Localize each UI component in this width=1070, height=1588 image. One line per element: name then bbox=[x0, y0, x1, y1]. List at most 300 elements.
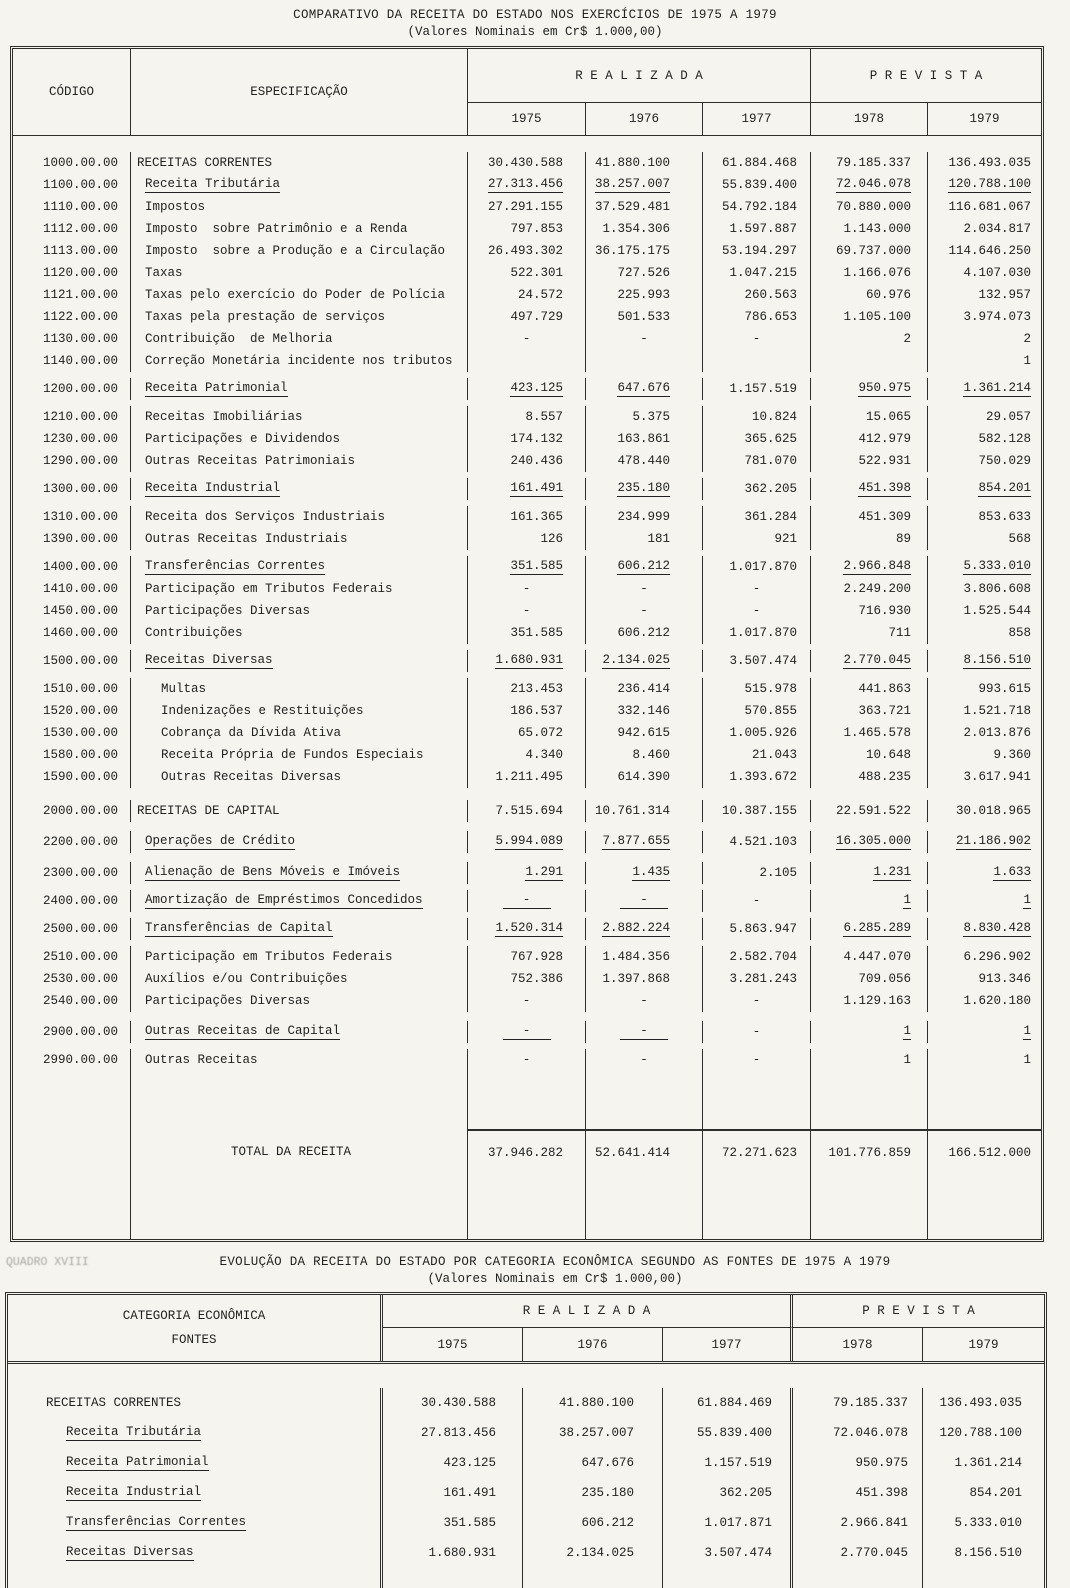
cell-label bbox=[131, 831, 468, 853]
table1-year-row bbox=[468, 103, 1041, 136]
cell-label bbox=[131, 218, 468, 240]
cell-value bbox=[811, 831, 928, 853]
row-label-text: Receita Própria de Fundos Especiais bbox=[161, 748, 424, 762]
value-text: 451.309 bbox=[858, 510, 911, 524]
value-text: 1.361.214 bbox=[954, 1456, 1022, 1470]
cell-code: 2530.00.00 bbox=[13, 968, 131, 990]
cell-value bbox=[663, 1478, 793, 1508]
cell-value bbox=[383, 1388, 523, 1418]
cell-value bbox=[793, 1478, 923, 1508]
table1-subtitle: (Valores Nominais em Cr$ 1.000,00) bbox=[407, 25, 663, 39]
cell-label bbox=[131, 622, 468, 644]
header-prevista: P R E V I S T A bbox=[811, 49, 1041, 103]
cell-value bbox=[793, 1508, 923, 1538]
row-label-text: Indenizações e Restituições bbox=[161, 704, 364, 718]
value-text: 854.201 bbox=[978, 481, 1031, 495]
cell-value bbox=[586, 196, 703, 218]
value-text: 16.305.000 bbox=[835, 834, 911, 848]
cell-label bbox=[131, 240, 468, 262]
cell-value bbox=[811, 1129, 928, 1167]
value-text: 163.861 bbox=[617, 432, 670, 446]
cell-value bbox=[928, 378, 1041, 400]
cell-code: 2500.00.00 bbox=[13, 918, 131, 940]
cell-value bbox=[468, 478, 586, 500]
value-text: - bbox=[640, 604, 648, 618]
cell-code: 1300.00.00 bbox=[13, 478, 131, 500]
cell-value bbox=[928, 862, 1041, 884]
value-text: 7.877.655 bbox=[602, 834, 670, 848]
cell-value bbox=[811, 378, 928, 400]
cell-value bbox=[811, 766, 928, 788]
cell-label bbox=[131, 990, 468, 1012]
value-text: - bbox=[640, 994, 648, 1008]
value-text: 79.185.337 bbox=[832, 1396, 908, 1410]
cell-value bbox=[663, 1388, 793, 1418]
cell-value bbox=[811, 450, 928, 472]
cell-value bbox=[811, 1071, 928, 1129]
cell-value bbox=[586, 506, 703, 528]
cell-label bbox=[131, 1049, 468, 1071]
cell-value bbox=[468, 350, 586, 372]
row-label-text: Taxas bbox=[145, 266, 183, 280]
cell-value bbox=[468, 196, 586, 218]
cell-value bbox=[928, 428, 1041, 450]
cell-value bbox=[586, 528, 703, 550]
cell-value bbox=[468, 800, 586, 822]
cell-value bbox=[703, 528, 811, 550]
value-text: 30.018.965 bbox=[955, 804, 1031, 818]
value-text: 79.185.337 bbox=[835, 156, 911, 170]
cell-label bbox=[8, 1418, 383, 1448]
value-text: 1.017.870 bbox=[729, 560, 797, 574]
value-text: 1.521.718 bbox=[963, 704, 1031, 718]
cell-value bbox=[928, 968, 1041, 990]
cell-value bbox=[703, 1071, 811, 1129]
cell-value bbox=[586, 406, 703, 428]
cell-code: 1121.00.00 bbox=[13, 284, 131, 306]
cell-value bbox=[811, 506, 928, 528]
value-text: 3.507.474 bbox=[729, 654, 797, 668]
value-text: 8.156.510 bbox=[954, 1546, 1022, 1560]
table-row bbox=[13, 890, 1041, 912]
cell-value bbox=[586, 306, 703, 328]
cell-value bbox=[523, 1508, 663, 1538]
value-text: 478.440 bbox=[617, 454, 670, 468]
cell-value bbox=[523, 1478, 663, 1508]
value-text: 3.806.608 bbox=[963, 582, 1031, 596]
value-text: 1.211.495 bbox=[495, 770, 563, 784]
value-text: 120.788.100 bbox=[948, 177, 1031, 191]
value-text: 65.072 bbox=[517, 726, 563, 740]
value-text: 1.484.356 bbox=[602, 950, 670, 964]
cell-value bbox=[468, 378, 586, 400]
cell-value bbox=[928, 1129, 1041, 1167]
cell-value bbox=[468, 918, 586, 940]
value-text: 1.525.544 bbox=[963, 604, 1031, 618]
value-text: 260.563 bbox=[744, 288, 797, 302]
value-text: 606.212 bbox=[617, 559, 670, 573]
value-text: 1.354.306 bbox=[602, 222, 670, 236]
value-text: 647.676 bbox=[617, 381, 670, 395]
value-text: - bbox=[752, 1025, 761, 1039]
cell-value bbox=[703, 378, 811, 400]
cell-value bbox=[523, 1448, 663, 1478]
cell-value bbox=[811, 262, 928, 284]
cell-value bbox=[928, 622, 1041, 644]
value-text: 709.056 bbox=[858, 972, 911, 986]
cell-value bbox=[586, 800, 703, 822]
cell-label bbox=[131, 600, 468, 622]
value-text: 70.880.000 bbox=[835, 200, 911, 214]
cell-value bbox=[586, 918, 703, 940]
value-text: 1 bbox=[903, 893, 911, 907]
cell-value bbox=[468, 306, 586, 328]
cell-value bbox=[928, 800, 1041, 822]
cell-value bbox=[586, 556, 703, 578]
cell-value bbox=[928, 578, 1041, 600]
row-label-text: Transferências Correntes bbox=[66, 1515, 247, 1529]
table-row bbox=[13, 528, 1041, 550]
value-text: 351.585 bbox=[443, 1516, 496, 1530]
cell-value bbox=[586, 328, 703, 350]
cell-code: 1200.00.00 bbox=[13, 378, 131, 400]
cell-value bbox=[586, 600, 703, 622]
header-year-1977: 1977 bbox=[703, 103, 811, 135]
header-year-1978: 1978 bbox=[811, 103, 928, 135]
cell-label bbox=[131, 284, 468, 306]
cell-value bbox=[586, 744, 703, 766]
cell-value bbox=[468, 600, 586, 622]
cell-value bbox=[703, 328, 811, 350]
cell-label bbox=[131, 722, 468, 744]
value-text: 1 bbox=[1023, 354, 1031, 368]
value-text: 365.625 bbox=[744, 432, 797, 446]
table2-title: EVOLUÇÃO DA RECEITA DO ESTADO POR CATEGORIA ECONÔMICA SEGUNDO AS FONTES DE 1975 A 1979 bbox=[219, 1255, 891, 1269]
value-text: 120.788.100 bbox=[939, 1426, 1022, 1440]
cell-value bbox=[928, 990, 1041, 1012]
cell-code: 1310.00.00 bbox=[13, 506, 131, 528]
value-text: - bbox=[752, 582, 761, 596]
row-label-text: Outras Receitas de Capital bbox=[145, 1024, 341, 1038]
row-label-text: Multas bbox=[161, 682, 207, 696]
cell-value bbox=[468, 406, 586, 428]
value-text: 10.387.155 bbox=[721, 804, 797, 818]
cell-value bbox=[928, 196, 1041, 218]
row-label-text: Participações Diversas bbox=[145, 994, 311, 1008]
cell-label bbox=[131, 744, 468, 766]
cell-value bbox=[663, 1418, 793, 1448]
cell-value bbox=[928, 306, 1041, 328]
value-text: 1.393.672 bbox=[729, 770, 797, 784]
cell-value bbox=[703, 600, 811, 622]
cell-value bbox=[468, 328, 586, 350]
row-label-text: RECEITAS CORRENTES bbox=[137, 156, 273, 170]
value-text: 186.537 bbox=[510, 704, 563, 718]
value-text: 8.830.428 bbox=[963, 921, 1031, 935]
header-realizada-2: R E A L I Z A D A bbox=[383, 1295, 793, 1328]
cell-value bbox=[928, 1071, 1041, 1129]
cell-value bbox=[586, 578, 703, 600]
cell-code: 2400.00.00 bbox=[13, 890, 131, 912]
value-text: 913.346 bbox=[978, 972, 1031, 986]
value-text: 858 bbox=[1008, 626, 1031, 640]
value-text: 8.460 bbox=[632, 748, 670, 762]
cell-value bbox=[468, 766, 586, 788]
cell-code: 2990.00.00 bbox=[13, 1049, 131, 1071]
table-row bbox=[13, 378, 1041, 400]
cell-value bbox=[703, 1049, 811, 1071]
cell-label bbox=[131, 556, 468, 578]
comparativo-receita-table bbox=[10, 46, 1044, 1242]
row-label-text: Imposto sobre Patrimônio e a Renda bbox=[145, 222, 408, 236]
cell-value bbox=[811, 406, 928, 428]
cell-label bbox=[131, 862, 468, 884]
row-label-text: Auxílios e/ou Contribuições bbox=[145, 972, 348, 986]
cell-value bbox=[928, 152, 1041, 174]
row-label-text: Correção Monetária incidente nos tributos bbox=[145, 354, 453, 368]
value-text: 5.333.010 bbox=[963, 559, 1031, 573]
cell-value bbox=[468, 890, 586, 912]
table-row bbox=[8, 1538, 1044, 1568]
value-text: 161.491 bbox=[443, 1486, 496, 1500]
value-text: 1.520.314 bbox=[495, 921, 563, 935]
value-text: 5.333.010 bbox=[954, 1516, 1022, 1530]
value-text: 37.529.481 bbox=[594, 200, 670, 214]
cell-code: 1290.00.00 bbox=[13, 450, 131, 472]
value-text: 2.134.025 bbox=[566, 1546, 634, 1560]
header2-year-1976: 1976 bbox=[523, 1328, 663, 1361]
table1-header-band bbox=[468, 49, 1041, 103]
cell-value bbox=[928, 350, 1041, 372]
value-text: 116.681.067 bbox=[948, 200, 1031, 214]
cell-value bbox=[586, 1167, 703, 1239]
cell-label bbox=[131, 350, 468, 372]
cell-value bbox=[703, 428, 811, 450]
row-label-text: Contribuições bbox=[145, 626, 243, 640]
cell-value bbox=[523, 1388, 663, 1418]
cell-value bbox=[703, 350, 811, 372]
cell-value bbox=[923, 1418, 1044, 1448]
cell-value bbox=[586, 262, 703, 284]
table-row bbox=[13, 744, 1041, 766]
header2-year-1975: 1975 bbox=[383, 1328, 523, 1361]
cell-label bbox=[8, 1508, 383, 1538]
value-text: 54.792.184 bbox=[721, 200, 797, 214]
cell-label bbox=[131, 196, 468, 218]
table-row bbox=[13, 262, 1041, 284]
cell-value bbox=[928, 556, 1041, 578]
value-text: 1 bbox=[1023, 1053, 1031, 1067]
value-text: 72.046.078 bbox=[835, 177, 911, 191]
cell-value bbox=[586, 478, 703, 500]
value-text: 1.465.578 bbox=[843, 726, 911, 740]
table2-title-block bbox=[0, 1254, 1070, 1287]
cell-value bbox=[468, 650, 586, 672]
cell-value bbox=[811, 556, 928, 578]
row-label-text: Receita dos Serviços Industriais bbox=[145, 510, 386, 524]
table-row bbox=[13, 700, 1041, 722]
cell-code: 1000.00.00 bbox=[13, 152, 131, 174]
cell-value bbox=[793, 1448, 923, 1478]
value-text: 15.065 bbox=[865, 410, 911, 424]
value-text: 7.515.694 bbox=[495, 804, 563, 818]
value-text: - bbox=[752, 1053, 761, 1067]
value-text: 52.641.414 bbox=[594, 1146, 670, 1160]
value-text: 362.205 bbox=[744, 482, 797, 496]
row-label-text: Receita Tributária bbox=[145, 177, 281, 191]
row-label-text: Receita Industrial bbox=[145, 481, 281, 495]
value-text: 5.994.089 bbox=[495, 834, 563, 848]
value-text: 2.034.817 bbox=[963, 222, 1031, 236]
value-text: 235.180 bbox=[581, 1486, 634, 1500]
cell-value bbox=[928, 1049, 1041, 1071]
value-text: - bbox=[522, 994, 531, 1008]
value-text: 161.365 bbox=[510, 510, 563, 524]
cell-code: 1500.00.00 bbox=[13, 650, 131, 672]
cell-value bbox=[586, 1021, 703, 1043]
cell-value bbox=[586, 990, 703, 1012]
value-text: 36.175.175 bbox=[594, 244, 670, 258]
cell-value bbox=[811, 650, 928, 672]
value-text: 1.017.871 bbox=[704, 1516, 772, 1530]
row-label-text: Impostos bbox=[145, 200, 206, 214]
value-text: 234.999 bbox=[617, 510, 670, 524]
cell-value bbox=[383, 1448, 523, 1478]
cell-value bbox=[703, 766, 811, 788]
row-label-text: RECEITAS DE CAPITAL bbox=[137, 804, 280, 818]
table-row bbox=[13, 478, 1041, 500]
cell-value bbox=[586, 218, 703, 240]
value-text: - bbox=[752, 604, 761, 618]
value-text: 26.493.302 bbox=[487, 244, 563, 258]
cell-value bbox=[703, 862, 811, 884]
cell-label bbox=[131, 890, 468, 912]
cell-value bbox=[468, 284, 586, 306]
table-row bbox=[13, 174, 1041, 196]
cell-value bbox=[468, 700, 586, 722]
cell-value bbox=[811, 478, 928, 500]
cell-value bbox=[468, 152, 586, 174]
cell-value bbox=[928, 506, 1041, 528]
cell-value bbox=[928, 450, 1041, 472]
value-text: 9.360 bbox=[993, 748, 1031, 762]
table-row bbox=[13, 1021, 1041, 1043]
cell-value bbox=[811, 918, 928, 940]
value-text: - bbox=[752, 332, 761, 346]
row-label-text: Contribuição de Melhoria bbox=[145, 332, 333, 346]
value-text: 1.291 bbox=[525, 865, 563, 879]
cell-value bbox=[928, 678, 1041, 700]
table-row bbox=[13, 196, 1041, 218]
value-text: 727.526 bbox=[617, 266, 670, 280]
value-text: 41.880.100 bbox=[558, 1396, 634, 1410]
cell-code bbox=[13, 1071, 131, 1129]
cell-label bbox=[131, 918, 468, 940]
cell-label bbox=[8, 1388, 383, 1418]
table-row bbox=[13, 428, 1041, 450]
cell-value bbox=[928, 700, 1041, 722]
value-text: 21.043 bbox=[751, 748, 797, 762]
cell-value bbox=[793, 1538, 923, 1568]
table-row bbox=[13, 506, 1041, 528]
value-text: 2.966.841 bbox=[840, 1516, 908, 1530]
cell-label bbox=[131, 174, 468, 196]
cell-value bbox=[703, 152, 811, 174]
cell-value bbox=[468, 174, 586, 196]
cell-code: 1130.00.00 bbox=[13, 328, 131, 350]
table-row bbox=[13, 968, 1041, 990]
cell-code: 1590.00.00 bbox=[13, 766, 131, 788]
table-row bbox=[8, 1478, 1044, 1508]
cell-value bbox=[923, 1388, 1044, 1418]
cell-value bbox=[703, 650, 811, 672]
cell-label bbox=[131, 678, 468, 700]
cell-value bbox=[586, 1049, 703, 1071]
cell-label bbox=[131, 1129, 468, 1167]
cell-value bbox=[811, 1167, 928, 1239]
value-text: 993.615 bbox=[978, 682, 1031, 696]
cell-value bbox=[468, 968, 586, 990]
cell-value bbox=[586, 284, 703, 306]
value-text: 950.975 bbox=[855, 1456, 908, 1470]
value-text: 363.721 bbox=[858, 704, 911, 718]
row-label-text: RECEITAS CORRENTES bbox=[46, 1396, 182, 1410]
value-text: 332.146 bbox=[617, 704, 670, 718]
cell-value bbox=[468, 1129, 586, 1167]
evolucao-receita-table bbox=[5, 1292, 1047, 1588]
value-text: - bbox=[640, 332, 648, 346]
cell-value bbox=[703, 744, 811, 766]
cell-value bbox=[811, 744, 928, 766]
value-text: 2.249.200 bbox=[843, 582, 911, 596]
table-row bbox=[8, 1568, 1044, 1588]
value-text: 752.386 bbox=[510, 972, 563, 986]
cell-value bbox=[703, 722, 811, 744]
cell-value bbox=[523, 1568, 663, 1588]
cell-value bbox=[811, 1049, 928, 1071]
table-row bbox=[13, 1071, 1041, 1129]
cell-value bbox=[468, 678, 586, 700]
value-text: 27.813.456 bbox=[420, 1426, 496, 1440]
value-text: 1.680.931 bbox=[495, 653, 563, 667]
cell-value bbox=[811, 578, 928, 600]
cell-code: 1112.00.00 bbox=[13, 218, 131, 240]
row-label-text: Receita Patrimonial bbox=[145, 381, 288, 395]
table1-title-block bbox=[60, 0, 1010, 40]
cell-value bbox=[586, 1129, 703, 1167]
value-text: 351.585 bbox=[510, 626, 563, 640]
value-text: 30.430.588 bbox=[487, 156, 563, 170]
row-label-text: Receitas Diversas bbox=[66, 1545, 194, 1559]
row-label-text: Receitas Diversas bbox=[145, 653, 273, 667]
value-text: 29.057 bbox=[985, 410, 1031, 424]
table-row bbox=[13, 990, 1041, 1012]
row-label-text: Taxas pelo exercício do Poder de Polícia bbox=[145, 288, 446, 302]
cell-value bbox=[703, 240, 811, 262]
value-text: 606.212 bbox=[617, 626, 670, 640]
table-row bbox=[13, 622, 1041, 644]
value-text: 174.132 bbox=[510, 432, 563, 446]
cell-value bbox=[383, 1508, 523, 1538]
value-text: 1.361.214 bbox=[963, 381, 1031, 395]
value-text: 1 bbox=[1023, 893, 1031, 907]
cell-value bbox=[923, 1448, 1044, 1478]
cell-value bbox=[703, 1167, 811, 1239]
cell-value bbox=[811, 678, 928, 700]
value-text: 1.597.887 bbox=[729, 222, 797, 236]
table-row bbox=[13, 328, 1041, 350]
table2-body bbox=[8, 1388, 1044, 1588]
